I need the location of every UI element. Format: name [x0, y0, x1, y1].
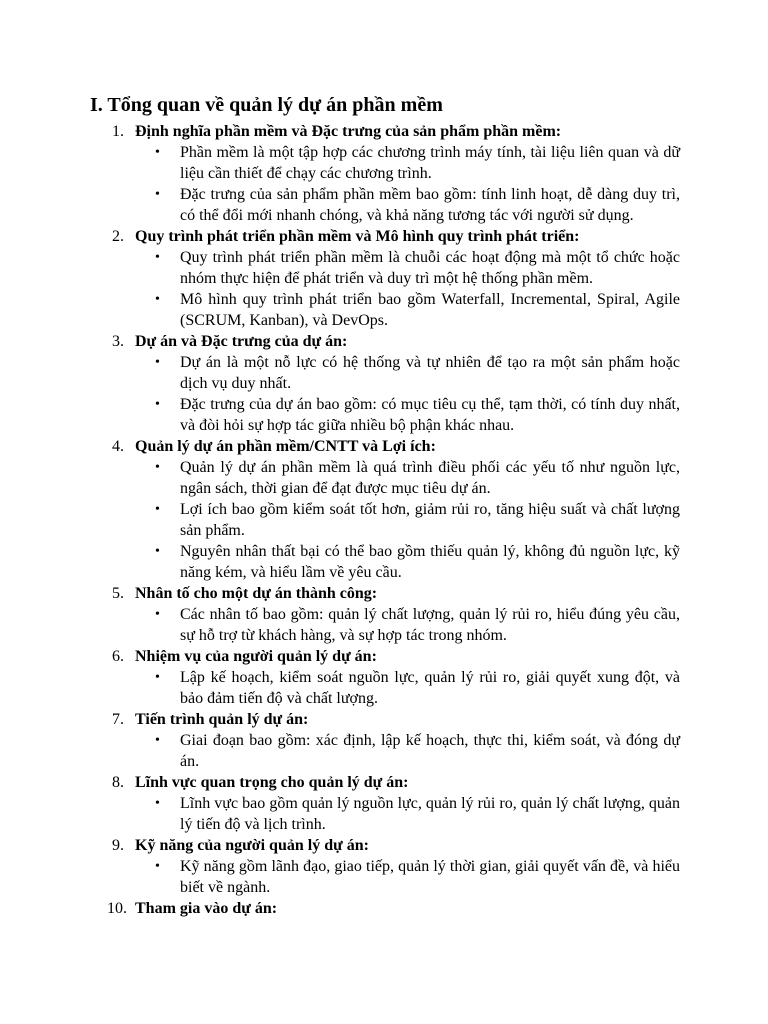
item-heading: Nhiệm vụ của người quản lý dự án: — [135, 648, 377, 665]
list-item-section — [90, 835, 680, 898]
item-number: 9. — [112, 837, 124, 854]
document-content — [90, 92, 680, 919]
bullet-item — [135, 730, 680, 772]
item-heading: Lĩnh vực quan trọng cho quản lý dự án: — [135, 774, 409, 791]
bullet-text: Các nhân tố bao gồm: quản lý chất lượng, quản lý rủi ro, hiểu đúng yêu cầu, sự hỗ trợ từ khách hàng, và sự hợp tác trong nhóm. — [180, 606, 680, 644]
list-item-section — [90, 436, 680, 583]
bullet-dot-icon: • — [155, 733, 160, 748]
bullet-item — [135, 604, 680, 646]
item-heading: Quản lý dự án phần mềm/CNTT và Lợi ích: — [135, 438, 436, 455]
bullet-list — [135, 856, 680, 898]
list-item-section — [90, 583, 680, 646]
item-number: 2. — [112, 228, 124, 245]
bullet-item — [135, 247, 680, 289]
bullet-text: Nguyên nhân thất bại có thể bao gồm thiếu quản lý, không đủ nguồn lực, kỹ năng kém, và hiểu lầm về yêu cầu. — [180, 543, 680, 581]
list-item-section — [90, 121, 680, 226]
bullet-text: Kỹ năng gồm lãnh đạo, giao tiếp, quản lý thời gian, giải quyết vấn đề, và hiểu biết về ngành. — [180, 858, 680, 896]
bullet-list — [135, 352, 680, 436]
bullet-text: Đặc trưng của sản phẩm phần mềm bao gồm: tính linh hoạt, dễ dàng duy trì, có thể đổi mới nhanh chóng, và khả năng tương tác với người sử dụng. — [180, 186, 680, 224]
bullet-dot-icon: • — [155, 187, 160, 202]
bullet-item — [135, 289, 680, 331]
list-item-section — [90, 226, 680, 331]
list-item-section — [90, 331, 680, 436]
bullet-item — [135, 499, 680, 541]
bullet-item — [135, 793, 680, 835]
item-number: 3. — [112, 333, 124, 350]
item-heading: Nhân tố cho một dự án thành công: — [135, 585, 378, 602]
bullet-dot-icon: • — [155, 859, 160, 874]
bullet-item — [135, 667, 680, 709]
bullet-dot-icon: • — [155, 544, 160, 559]
item-number: 5. — [112, 585, 124, 602]
bullet-dot-icon: • — [155, 145, 160, 160]
item-number: 10. — [107, 900, 127, 917]
bullet-text: Lĩnh vực bao gồm quản lý nguồn lực, quản lý rủi ro, quản lý chất lượng, quản lý tiến độ và lịch trình. — [180, 795, 680, 833]
item-number: 4. — [112, 438, 124, 455]
bullet-dot-icon: • — [155, 250, 160, 265]
bullet-text: Quy trình phát triển phần mềm là chuỗi các hoạt động mà một tổ chức hoặc nhóm thực hiện để phát triển và duy trì một hệ thống phần mềm. — [180, 249, 680, 287]
numbered-list — [90, 121, 680, 919]
bullet-item — [135, 352, 680, 394]
bullet-dot-icon: • — [155, 670, 160, 685]
bullet-dot-icon: • — [155, 292, 160, 307]
bullet-item — [135, 856, 680, 898]
bullet-dot-icon: • — [155, 502, 160, 517]
list-item-section — [90, 898, 680, 919]
bullet-item — [135, 394, 680, 436]
bullet-list — [135, 142, 680, 226]
bullet-list — [135, 730, 680, 772]
item-number: 1. — [112, 123, 124, 140]
item-number: 6. — [112, 648, 124, 665]
bullet-dot-icon: • — [155, 460, 160, 475]
item-number: 8. — [112, 774, 124, 791]
bullet-text: Giai đoạn bao gồm: xác định, lập kế hoạch, thực thi, kiểm soát, và đóng dự án. — [180, 732, 680, 770]
bullet-text: Lập kế hoạch, kiểm soát nguồn lực, quản lý rủi ro, giải quyết xung đột, và bảo đảm tiến độ và chất lượng. — [180, 669, 680, 707]
bullet-dot-icon: • — [155, 397, 160, 412]
item-heading: Tiến trình quản lý dự án: — [135, 711, 309, 728]
item-heading: Dự án và Đặc trưng của dự án: — [135, 333, 348, 350]
bullet-list — [135, 457, 680, 583]
bullet-item — [135, 541, 680, 583]
bullet-list — [135, 247, 680, 331]
bullet-text: Quản lý dự án phần mềm là quá trình điều phối các yếu tố như nguồn lực, ngân sách, thời gian để đạt được mục tiêu dự án. — [180, 459, 680, 497]
bullet-text: Lợi ích bao gồm kiểm soát tốt hơn, giảm rủi ro, tăng hiệu suất và chất lượng sản phẩm. — [180, 501, 680, 539]
list-item-section — [90, 772, 680, 835]
list-item-section — [90, 646, 680, 709]
bullet-list — [135, 604, 680, 646]
bullet-dot-icon: • — [155, 355, 160, 370]
bullet-text: Đặc trưng của dự án bao gồm: có mục tiêu cụ thể, tạm thời, có tính duy nhất, và đòi hỏi sự hợp tác giữa nhiều bộ phận khác nhau. — [180, 396, 680, 434]
bullet-item — [135, 457, 680, 499]
bullet-item — [135, 184, 680, 226]
list-item-section — [90, 709, 680, 772]
bullet-dot-icon: • — [155, 607, 160, 622]
bullet-text: Mô hình quy trình phát triển bao gồm Waterfall, Incremental, Spiral, Agile (SCRUM, Kanban), và DevOps. — [180, 291, 680, 329]
item-heading: Tham gia vào dự án: — [135, 900, 278, 917]
item-number: 7. — [112, 711, 124, 728]
bullet-list — [135, 793, 680, 835]
bullet-dot-icon: • — [155, 796, 160, 811]
section-title: I. Tổng quan về quản lý dự án phần mềm — [90, 94, 443, 116]
bullet-list — [135, 667, 680, 709]
item-heading: Định nghĩa phần mềm và Đặc trưng của sản phẩm phần mềm: — [135, 123, 562, 140]
item-heading: Kỹ năng của người quản lý dự án: — [135, 837, 369, 854]
bullet-text: Dự án là một nỗ lực có hệ thống và tự nhiên để tạo ra một sản phẩm hoặc dịch vụ duy nhất. — [180, 354, 680, 392]
bullet-item — [135, 142, 680, 184]
bullet-text: Phần mềm là một tập hợp các chương trình máy tính, tài liệu liên quan và dữ liệu cần thiết để chạy các chương trình. — [180, 144, 680, 182]
item-heading: Quy trình phát triển phần mềm và Mô hình quy trình phát triển: — [135, 228, 580, 245]
